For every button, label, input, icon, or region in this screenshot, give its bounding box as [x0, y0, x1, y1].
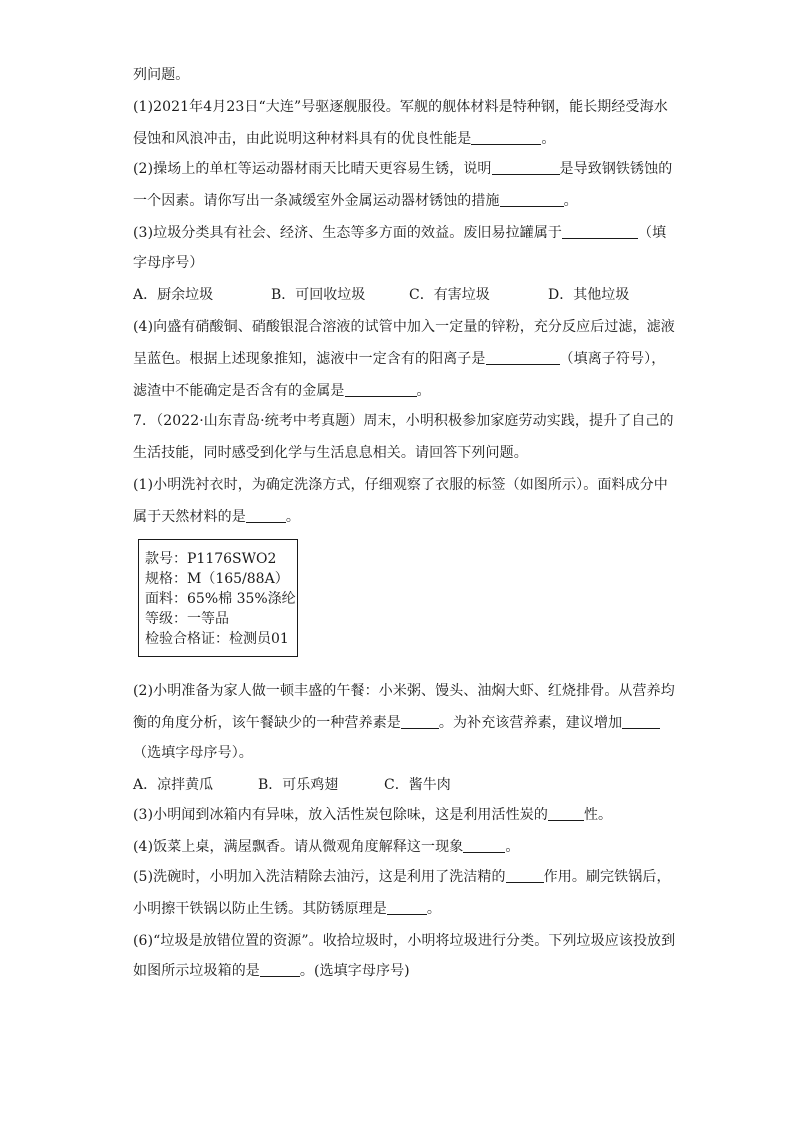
option-a: A．厨余垃圾	[133, 287, 214, 303]
q6-intro-tail: 列问题。	[133, 67, 190, 83]
q6-part3-line2: 字母序号）	[133, 255, 204, 271]
answer-blank	[260, 962, 300, 977]
q6-part2-line1: (2)操场上的单杠等运动器材雨天比晴天更容易生锈，说明 是导致钢铁锈蚀的	[133, 161, 673, 177]
answer-blank	[492, 160, 560, 175]
answer-blank	[486, 350, 560, 365]
option-c: C．有害垃圾	[409, 287, 490, 303]
option-a: A．凉拌黄瓜	[133, 777, 214, 793]
q7-part2-line1: (2)小明准备为家人做一顿丰盛的午餐：小米粥、馒头、油焖大虾、红烧排骨。从营养均	[133, 683, 675, 699]
q6-part4-line2: 呈蓝色。根据上述现象推知，滤液中一定含有的阳离子是 （填离子符号），	[133, 351, 666, 367]
q7-part3: (3)小明闻到冰箱内有异味，放入活性炭包除味，这是利用活性炭的 性。	[133, 807, 613, 823]
answer-blank	[500, 192, 564, 207]
q7-part2-options	[133, 776, 673, 794]
q7-part2-line3: （选填字母序号）。	[133, 745, 253, 761]
option-b: B．可乐鸡翅	[258, 777, 339, 793]
q6-part4-line1: (4)向盛有硝酸铜、硝酸银混合溶液的试管中加入一定量的锌粉，充分反应后过滤，滤液	[133, 319, 675, 335]
q6-part1-line1: (1)2021年4月23日“大连”号驱逐舰服役。军舰的舰体材料是特种钢，能长期经受海水	[133, 99, 668, 115]
answer-blank	[548, 806, 584, 821]
label-inspection: 检验合格证：检测员01	[145, 631, 289, 647]
q6-part3-options	[133, 286, 673, 304]
label-style-number: 款号：P1176SWO2	[145, 551, 277, 567]
q6-part1-line2: 侵蚀和风浪冲击，由此说明这种材料具有的优良性能是 。	[133, 131, 556, 147]
q7-part6-line2: 如图所示垃圾箱的是 。(选填字母序号)	[133, 963, 410, 979]
q7-header-line1: 7．（2022·山东青岛·统考中考真题）周末，小明积极参加家庭劳动实践，提升了自己的	[133, 413, 674, 429]
q7-part6-line1: (6)“垃圾是放错位置的资源”。收拾垃圾时，小明将垃圾进行分类。下列垃圾应该投放到	[133, 933, 676, 949]
q6-part4-line3: 滤渣中不能确定是否含有的金属是 。	[133, 383, 431, 399]
q7-part1-line2: 属于天然材料的是 。	[133, 509, 300, 525]
q7-header-line2: 生活技能，同时感受到化学与生活息息相关。请回答下列问题。	[133, 445, 528, 461]
label-grade: 等级：一等品	[145, 611, 229, 627]
option-c: C．酱牛肉	[384, 777, 451, 793]
q7-part2-line2: 衡的角度分析，该午餐缺少的一种营养素是 。为补充该营养素，建议增加	[133, 714, 673, 732]
q6-part3-line1: (3)垃圾分类具有社会、经济、生态等多方面的效益。废旧易拉罐属于 （填	[133, 225, 667, 241]
q7-part5-line2: 小明擦干铁锅以防止生锈。其防锈原理是 。	[133, 901, 441, 917]
label-fabric: 面料：65%棉 35%涤纶	[145, 591, 296, 607]
option-b: B．可回收垃圾	[271, 287, 366, 303]
q7-part4: (4)饭菜上桌，满屋飘香。请从微观角度解释这一现象 。	[133, 839, 520, 855]
answer-blank	[401, 714, 439, 729]
answer-blank	[246, 508, 286, 523]
q7-part1-line1: (1)小明洗衬衣时，为确定洗涤方式，仔细观察了衣服的标签（如图所示）。面料成分中	[133, 477, 668, 493]
q6-part2-line2: 一个因素。请你写出一条减缓室外金属运动器材锈蚀的措施 。	[133, 193, 578, 209]
answer-blank	[345, 382, 417, 397]
label-size: 规格：M（165/88A）	[145, 571, 289, 587]
answer-blank	[562, 224, 638, 239]
option-d: D．其他垃圾	[548, 287, 630, 303]
answer-blank	[463, 838, 505, 853]
answer-blank	[506, 868, 544, 883]
answer-blank	[471, 130, 541, 145]
clothing-label-figure	[138, 539, 298, 657]
answer-blank	[387, 900, 427, 915]
q7-part5-line1: (5)洗碗时，小明加入洗洁精除去油污，这是利用了洗洁精的 作用。刷完铁锅后，	[133, 869, 671, 885]
answer-blank	[622, 714, 660, 729]
